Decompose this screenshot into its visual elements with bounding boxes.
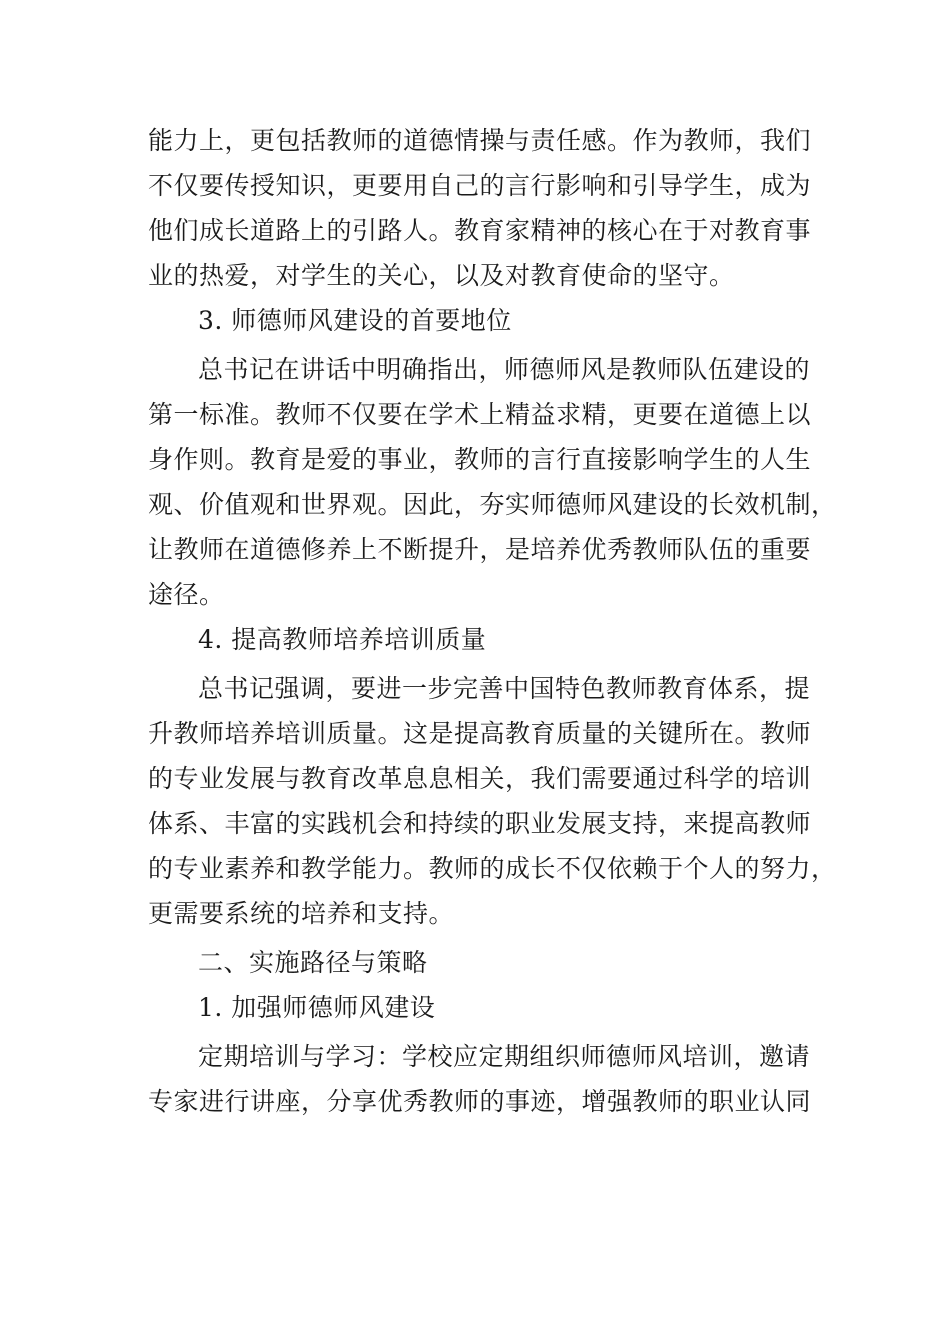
section-heading: 4. 提高教师培养培训质量 xyxy=(198,625,487,654)
paragraph-line: 途径。 xyxy=(148,580,225,609)
paragraph-line: 总书记强调，要进一步完善中国特色教师教育体系，提 xyxy=(198,674,811,703)
paragraph-line: 第一标准。教师不仅要在学术上精益求精，更要在道德上以 xyxy=(148,400,812,429)
paragraph-line: 身作则。教育是爱的事业，教师的言行直接影响学生的人生 xyxy=(148,445,812,474)
paragraph-line: 他们成长道路上的引路人。教育家精神的核心在于对教育事 xyxy=(148,216,812,245)
paragraph-line: 升教师培养培训质量。这是提高教育质量的关键所在。教师 xyxy=(148,719,812,748)
document-body xyxy=(148,118,837,1124)
paragraph-line: 观、价值观和世界观。因此，夯实师德师风建设的长效机制， xyxy=(148,490,837,519)
paragraph-line: 让教师在道德修养上不断提升，是培养优秀教师队伍的重要 xyxy=(148,535,812,564)
paragraph-line: 的专业素养和教学能力。教师的成长不仅依赖于个人的努力， xyxy=(148,854,837,883)
paragraph-line: 能力上，更包括教师的道德情操与责任感。作为教师，我们 xyxy=(148,126,812,155)
paragraph-line: 专家进行讲座，分享优秀教师的事迹，增强教师的职业认同 xyxy=(148,1087,812,1116)
paragraph-line: 不仅要传授知识，更要用自己的言行影响和引导学生，成为 xyxy=(148,171,812,200)
paragraph-line: 更需要系统的培养和支持。 xyxy=(148,899,455,928)
subsection-heading: 1. 加强师德师风建设 xyxy=(198,993,436,1022)
section-heading: 3. 师德师风建设的首要地位 xyxy=(198,306,512,335)
section-heading: 二、实施路径与策略 xyxy=(198,948,428,977)
paragraph-line: 总书记在讲话中明确指出，师德师风是教师队伍建设的 xyxy=(198,355,811,384)
paragraph-line: 业的热爱，对学生的关心，以及对教育使命的坚守。 xyxy=(148,261,735,290)
paragraph-line: 体系、丰富的实践机会和持续的职业发展支持，来提高教师 xyxy=(148,809,812,838)
paragraph-line: 定期培训与学习：学校应定期组织师德师风培训，邀请 xyxy=(198,1042,811,1071)
paragraph-line: 的专业发展与教育改革息息相关，我们需要通过科学的培训 xyxy=(148,764,812,793)
